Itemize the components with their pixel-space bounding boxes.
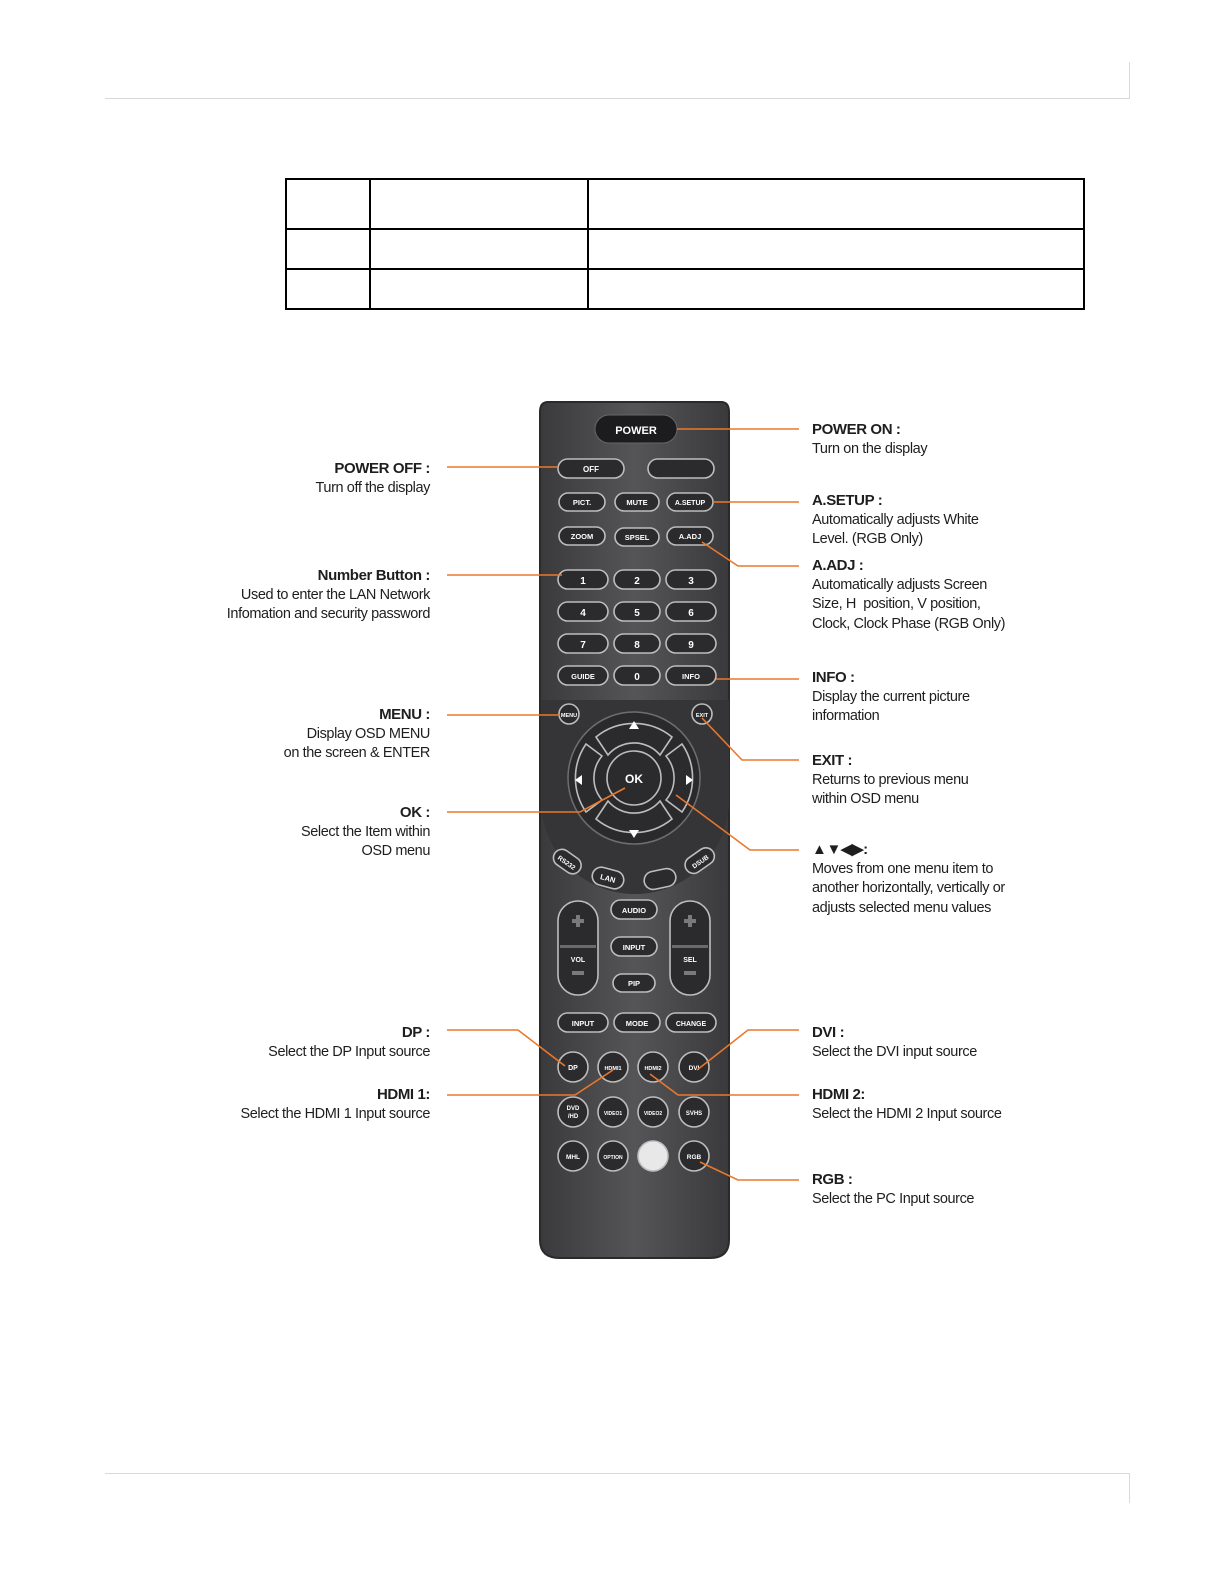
callout-a-adj: A.ADJ : Automatically adjusts Screen Size, H position, V position, Clock, Clock Phase (RGB Only) <box>812 557 1006 632</box>
svg-text:PIP: PIP <box>627 979 641 988</box>
off-button[interactable] <box>558 459 624 478</box>
pict-button[interactable] <box>559 493 605 511</box>
svg-text:DP: DP <box>568 1065 578 1072</box>
callout-number-button: Number Button : Used to enter the LAN Network Infomation and security password <box>226 567 430 622</box>
number-button-3[interactable] <box>666 570 716 589</box>
svg-text:A.ADJ: A.ADJ <box>678 532 702 541</box>
callout-title: ▲▼◀▶: <box>812 841 868 858</box>
callout-title: A.SETUP : <box>812 492 883 509</box>
svg-text:OPTION: OPTION <box>603 1155 623 1161</box>
svg-text:EXIT: EXIT <box>695 713 709 719</box>
svg-text:A.SETUP: A.SETUP <box>674 500 706 507</box>
svg-text:8: 8 <box>634 640 640 651</box>
svg-text:VIDEO2: VIDEO2 <box>643 1111 663 1117</box>
audio-button[interactable] <box>611 900 657 919</box>
svg-text:OK: OK <box>625 772 643 786</box>
dvi-button[interactable] <box>679 1052 709 1082</box>
power-button[interactable] <box>595 415 677 443</box>
change-button[interactable] <box>666 1013 716 1032</box>
svg-text:4: 4 <box>580 608 586 619</box>
select-rocker[interactable] <box>670 901 710 995</box>
number-button-5[interactable] <box>614 602 660 621</box>
a-adj-button[interactable] <box>667 527 713 545</box>
callout-a-setup: A.SETUP : Automatically adjusts White Level. (RGB Only) <box>812 492 979 547</box>
input-small-button[interactable] <box>611 937 657 956</box>
svg-text:0: 0 <box>634 672 640 683</box>
callout-title: MENU : <box>379 706 430 723</box>
svg-text:VIDEO1: VIDEO1 <box>603 1111 623 1117</box>
svg-text:POWER: POWER <box>615 425 657 437</box>
hdmi2-button[interactable] <box>638 1052 668 1082</box>
video2-button[interactable] <box>638 1097 668 1127</box>
number-button-2[interactable] <box>614 570 660 589</box>
dvd-hd-button[interactable] <box>558 1097 588 1127</box>
svg-text:SVHS: SVHS <box>685 1111 703 1117</box>
guide-button[interactable] <box>558 666 608 685</box>
callout-arrows: ▲▼◀▶: Moves from one menu item to another horizontally, vertically or adjusts selected menu values <box>812 841 1005 916</box>
svg-text:MHL: MHL <box>565 1154 581 1161</box>
callout-dp: DP : Select the DP Input source <box>268 1024 430 1060</box>
svg-text:MENU: MENU <box>560 713 578 719</box>
svg-text:DSUB: DSUB <box>691 854 711 871</box>
callout-hdmi1: HDMI 1: Select the HDMI 1 Input source <box>240 1086 430 1122</box>
callout-rgb: RGB : Select the PC Input source <box>812 1171 975 1207</box>
svg-text:7: 7 <box>580 640 586 651</box>
callout-ok: OK : Select the Item within OSD menu <box>300 804 430 859</box>
callout-exit: EXIT : Returns to previous menu within OSD menu <box>812 752 969 807</box>
dp-button[interactable] <box>558 1052 588 1082</box>
svg-text:6: 6 <box>688 608 694 619</box>
callout-title: DP : <box>401 1024 430 1041</box>
callout-hdmi2: HDMI 2: Select the HDMI 2 Input source <box>812 1086 1002 1122</box>
callout-title: RGB : <box>812 1171 853 1188</box>
ok-button[interactable] <box>607 751 661 805</box>
svg-text:INFO: INFO <box>682 672 700 681</box>
svg-text:SPSEL: SPSEL <box>624 533 650 542</box>
svg-text:AUDIO: AUDIO <box>621 906 647 915</box>
number-button-1[interactable] <box>558 570 608 589</box>
mute-button[interactable] <box>615 493 659 511</box>
number-button-9[interactable] <box>666 634 716 653</box>
number-button-6[interactable] <box>666 602 716 621</box>
svg-text:HDMI2: HDMI2 <box>644 1066 662 1072</box>
number-button-4[interactable] <box>558 602 608 621</box>
svg-text:9: 9 <box>688 640 694 651</box>
svg-text:DVD: DVD <box>566 1106 580 1112</box>
callout-title: Number Button : <box>317 567 430 584</box>
svg-text:INPUT: INPUT <box>622 943 646 952</box>
number-button-0[interactable] <box>614 666 660 685</box>
svg-text:/HD: /HD <box>567 1114 579 1120</box>
number-button-8[interactable] <box>614 634 660 653</box>
svg-text:3: 3 <box>688 576 694 587</box>
callout-title: EXIT : <box>812 752 853 769</box>
svg-text:VOL: VOL <box>570 957 586 964</box>
svg-text:MUTE: MUTE <box>626 498 648 507</box>
callout-info: INFO : Display the current picture information <box>812 669 970 724</box>
svg-text:ZOOM: ZOOM <box>570 532 594 541</box>
svg-text:RS232: RS232 <box>555 854 577 872</box>
svg-text:5: 5 <box>634 608 640 619</box>
callout-title: HDMI 1: <box>376 1086 430 1103</box>
menu-button[interactable] <box>559 704 579 724</box>
callout-title: POWER ON : <box>812 421 901 438</box>
callout-title: INFO : <box>812 669 855 686</box>
svg-text:GUIDE: GUIDE <box>571 672 595 681</box>
callout-title: DVI : <box>812 1024 845 1041</box>
mhl-button[interactable] <box>558 1141 588 1171</box>
blank-button[interactable] <box>648 459 714 478</box>
svg-text:HDMI1: HDMI1 <box>604 1066 622 1072</box>
svg-text:RGB: RGB <box>686 1154 702 1161</box>
callout-dvi: DVI : Select the DVI input source <box>812 1024 977 1060</box>
pip-button[interactable] <box>613 974 655 992</box>
option-button[interactable] <box>598 1141 628 1171</box>
svg-text:1: 1 <box>580 576 586 587</box>
blank-round-button[interactable] <box>638 1141 668 1171</box>
svg-text:INPUT: INPUT <box>571 1019 595 1028</box>
svg-text:PICT.: PICT. <box>572 498 592 507</box>
svg-text:DVI: DVI <box>688 1065 700 1072</box>
exit-button[interactable] <box>692 704 712 724</box>
callout-title: HDMI 2: <box>812 1086 866 1103</box>
callout-title: POWER OFF : <box>334 460 430 477</box>
input-button[interactable] <box>558 1013 608 1032</box>
a-setup-button[interactable] <box>667 493 713 511</box>
volume-rocker[interactable] <box>558 901 598 995</box>
info-button[interactable] <box>666 666 716 685</box>
svg-text:SEL: SEL <box>683 957 697 964</box>
callout-title: OK : <box>399 804 430 821</box>
callout-power-off: POWER OFF : Turn off the display <box>315 460 430 496</box>
callout-title: A.ADJ : <box>812 557 864 574</box>
svhs-button[interactable] <box>679 1097 709 1127</box>
callout-power-on: POWER ON : Turn on the display <box>812 421 928 457</box>
video1-button[interactable] <box>598 1097 628 1127</box>
svg-text:LAN: LAN <box>599 872 617 885</box>
svg-text:CHANGE: CHANGE <box>675 1021 707 1028</box>
spsel-button[interactable] <box>615 528 659 546</box>
number-button-7[interactable] <box>558 634 608 653</box>
rgb-button[interactable] <box>679 1141 709 1171</box>
mode-button[interactable] <box>614 1013 660 1032</box>
svg-text:MODE: MODE <box>625 1019 649 1028</box>
zoom-button[interactable] <box>559 527 605 545</box>
svg-text:2: 2 <box>634 576 640 587</box>
callout-menu: MENU : Display OSD MENU on the screen & ENTER <box>283 706 430 761</box>
svg-text:OFF: OFF <box>583 465 599 474</box>
